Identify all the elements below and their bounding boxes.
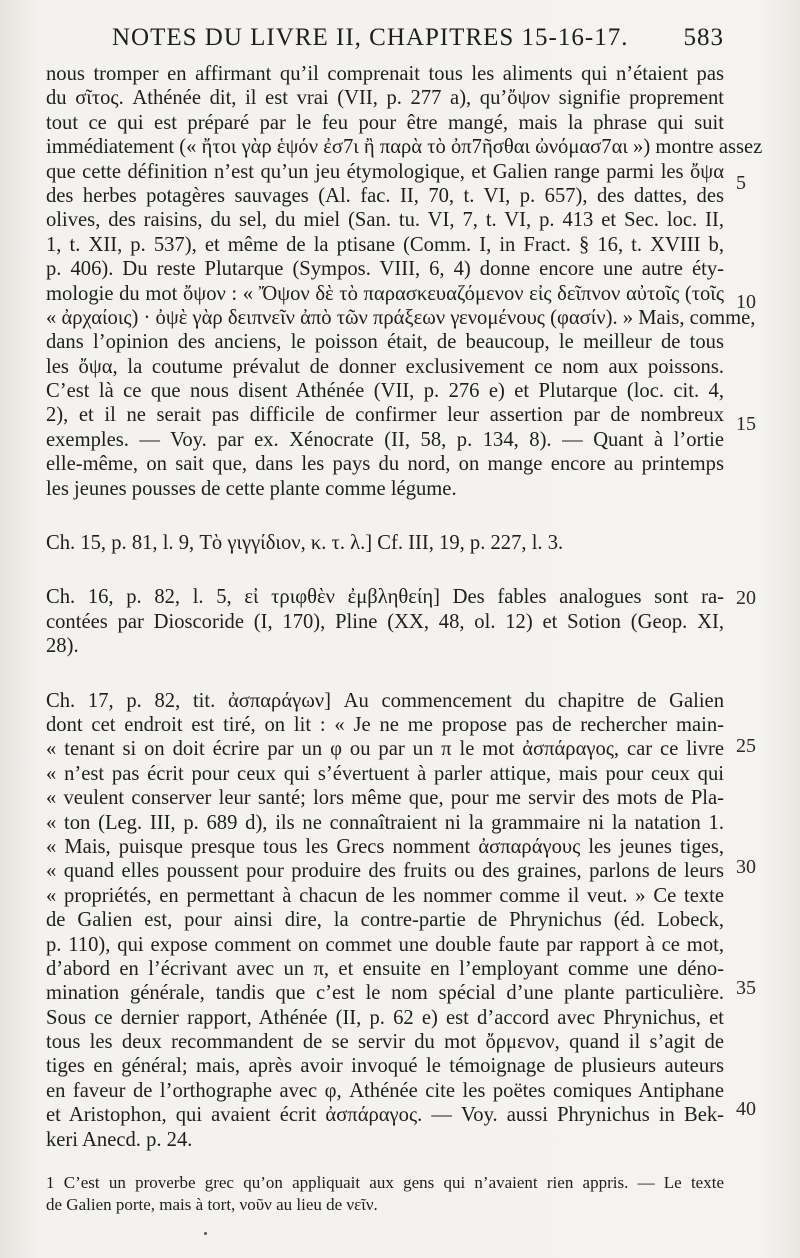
text-line: dont cet endroit est tiré, on lit : « Je ne me propose pas de rechercher main- [46,713,724,736]
text-line: mination générale, tandis que c’est le nom spécial d’une plante particulière. [46,982,724,1005]
running-title: NOTES DU LIVRE II, CHAPITRES 15-16-17. [112,24,629,51]
paragraph-gap [46,555,724,585]
text-line: Ch. 15, p. 81, l. 9, Τὸ γιγγίδιον, κ. τ. λ.] Cf. III, 19, p. 227, l. 3. [46,532,564,555]
text-line: que cette définition n’est qu’un jeu étymologique, et Galien range parmi les ὄψα [46,160,724,183]
note-chapter-17 [46,689,724,1152]
text-line: des herbes potagères sauvages (Al. fac. II, 70, t. VI, p. 657), des dattes, des [46,184,724,207]
text-line: 1, t. XII, p. 537), et même de la ptisane (Comm. I, in Fract. § 16, t. XVIII b, [46,233,724,256]
paragraph-gap [46,501,724,531]
text-line: du σῖτος. Athénée dit, il est vrai (VII, p. 277 a), qu’ὄψον signifie proprement [46,87,724,110]
text-line: 2), et il ne serait pas difficile de confirmer leur assertion par de nombreux [46,404,724,427]
line-number: 40 [736,1098,756,1120]
text-line: en faveur de l’orthographe avec φ, Athénée cite les poëtes comiques Antiphane [46,1079,724,1102]
note-chapter-15 [46,531,724,555]
print-speck [204,1232,207,1235]
text-line: olives, des raisins, du sel, du miel (San. tu. VI, 7, t. VI, p. 413 et Sec. loc. II, [46,209,724,232]
text-line: « ἀρχαίοις) · ὀψὲ γὰρ δειπνεῖν ἀπὸ τῶν πράξεων γενομένους (φασίν). » Mais, comme, [46,306,756,329]
line-number: 10 [736,291,756,313]
text-line: mologie du mot ὄψον : « Ὄψον δὲ τὸ παρασκευαζόμενον εἰς δεῖπνον αὐτοῖς (τοῖς [46,282,724,305]
line-number: 15 [736,413,756,435]
line-number: 5 [736,172,746,194]
text-line: « veulent conserver leur santé; lors même que, pour me servir des mots de Pla- [46,787,724,810]
line-number: 20 [736,587,756,609]
text-line: « ton (Leg. III, p. 689 d), ils ne connaîtraient ni la grammaire ni la natation 1. [46,811,724,834]
text-line: contées par Dioscoride (I, 170), Pline (XX, 48, ol. 12) et Sotion (Geop. XI, [46,610,724,633]
text-line: 28). [46,635,79,658]
line-number: 30 [736,856,756,878]
paragraph-gap [46,1152,724,1172]
footnote [46,1172,724,1216]
text-line: dans l’opinion des anciens, le poisson était, de beaucoup, le meilleur de tous [46,331,724,354]
text-line: Ch. 16, p. 82, l. 5, εἰ τριφθὲν ἐμβληθείη] Des fables analogues sont ra- [46,586,724,609]
text-line: « quand elles poussent pour produire des fruits ou des graines, parlons de leurs [46,860,724,883]
footnote-line: de Galien porte, mais à tort, νοῦν au lieu de νεῖν. [46,1195,378,1215]
text-line: d’abord en l’écrivant avec un π, et ensuite en l’employant comme une déno- [46,957,724,980]
text-line: keri Anecd. p. 24. [46,1128,193,1151]
text-line: « propriétés, en permettant à chacun de les nommer comme il veut. » Ce texte [46,884,724,907]
text-line: « tenant si on doit écrire par un φ ou par un π le mot ἀσπάραγος, car ce livre [46,738,724,761]
text-line: tous les deux recommandent de se servir du mot ὄρμενον, quand il s’agit de [46,1031,724,1054]
note-chapter-16 [46,585,724,658]
text-line: les ὄψα, la coutume prévalut de donner exclusivement ce nom aux poissons. [46,355,724,378]
text-line: de Galien est, pour ainsi dire, la contre-partie de Phrynichus (éd. Lobeck, [46,909,724,932]
line-number: 25 [736,735,756,757]
text-line: « Mais, puisque presque tous les Grecs nomment ἀσπαράγους les jeunes tiges, [46,835,724,858]
text-line: C’est là ce que nous disent Athénée (VII, p. 276 e) et Plutarque (loc. cit. 4, [46,380,724,403]
text-line: et Aristophon, qui avaient écrit ἀσπάραγος. — Voy. aussi Phrynichus in Bek- [46,1104,724,1127]
page-number: 583 [683,24,724,51]
text-line: p. 406). Du reste Plutarque (Sympos. VIII, 6, 4) donne encore une autre éty- [46,258,724,281]
text-line: Ch. 17, p. 82, tit. ἀσπαράγων] Au commencement du chapitre de Galien [46,689,724,712]
text-line: elle-même, on sait que, dans les pays du nord, on mange encore au printemps [46,453,724,476]
text-line: « n’est pas écrit pour ceux qui s’évertuent à parler attique, mais pour ceux qui [46,762,724,785]
footnote-line: 1 C’est un proverbe grec qu’on appliquait aux gens qui n’avaient rien appris. — Le texte [46,1173,724,1193]
text-line: exemples. — Voy. par ex. Xénocrate (II, 58, p. 134, 8). — Quant à l’ortie [46,428,724,451]
text-line: les jeunes pousses de cette plante comme légume. [46,477,457,500]
text-line: tiges en général; mais, après avoir invoqué le témoignage de plusieurs auteurs [46,1055,724,1078]
text-line: p. 110), qui expose comment on commet une double faute par rapport à ce mot, [46,933,724,956]
paragraph-gap [46,659,724,689]
text-line: immédiatement (« ἤτοι γὰρ ἑψόν ἐσ7ι ἢ παρὰ τὸ ὀπ7ῆσθαι ὠνόμασ7αι ») montre assez [46,136,763,159]
text-line: nous tromper en affirmant qu’il comprenait tous les aliments qui n’étaient pas [46,63,724,85]
text-line: Sous ce dernier rapport, Athénée (II, p. 62 e) est d’accord avec Phrynichus, et [46,1006,724,1029]
line-number: 35 [736,977,756,999]
text-line: tout ce qui est préparé par le feu pour être mangé, mais la phrase qui suit [46,111,724,134]
